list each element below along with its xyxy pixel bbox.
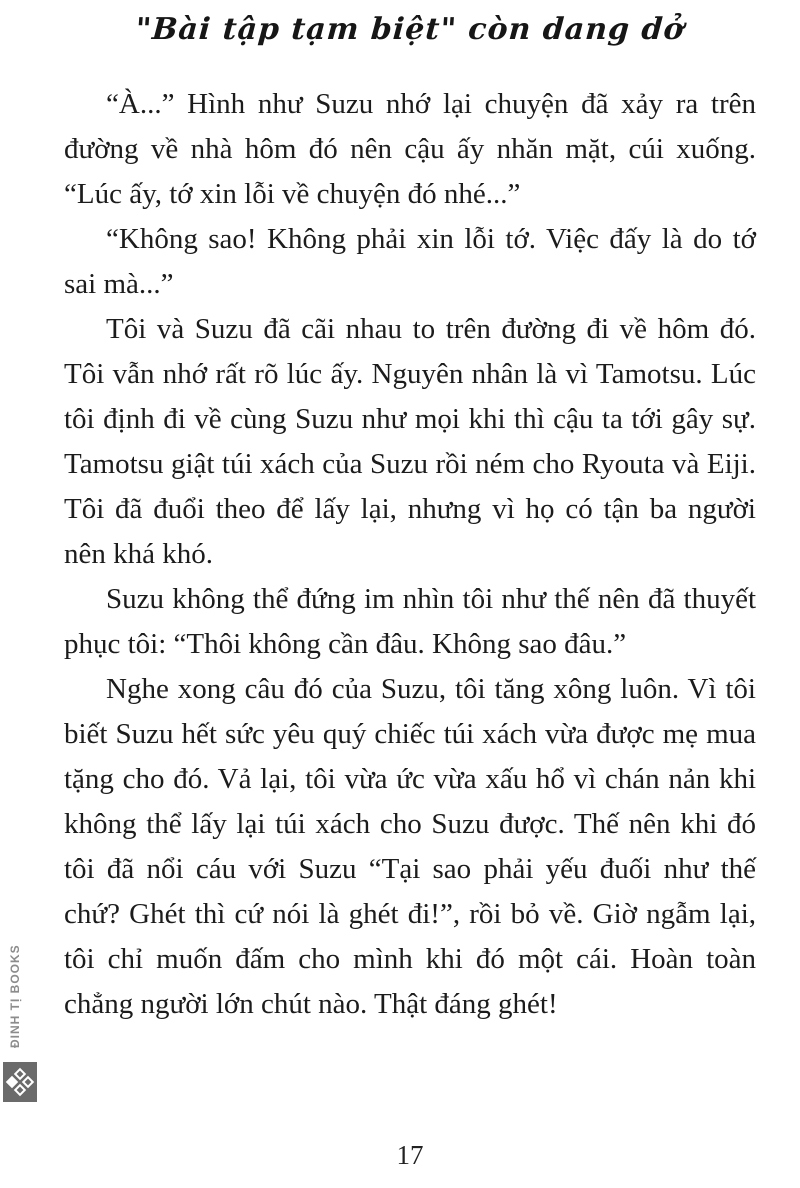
publisher-name: ĐINH TỊ BOOKS bbox=[8, 944, 22, 1048]
page-body bbox=[64, 82, 756, 1027]
paragraph: Suzu không thể đứng im nhìn tôi như thế nên đã thuyết phục tôi: “Thôi không cần đâu. Không sao đâu.” bbox=[64, 583, 756, 660]
dinh-ti-logo-icon bbox=[3, 1062, 37, 1102]
paragraph: Tôi và Suzu đã cãi nhau to trên đường đi về hôm đó. Tôi vẫn nhớ rất rõ lúc ấy. Nguyên nhân là vì Tamotsu. Lúc tôi định đi về cùng Suzu như mọi khi thì cậu ta tới gây sự. Tamotsu giật túi xách của Suzu rồi ném cho Ryouta và Eiji. Tôi đã đuổi theo để lấy lại, nhưng vì họ có tận ba người nên khá khó. bbox=[64, 313, 756, 570]
page-number: 17 bbox=[396, 1140, 424, 1170]
publisher-sidebar bbox=[0, 940, 44, 1110]
paragraph: Nghe xong câu đó của Suzu, tôi tăng xông luôn. Vì tôi biết Suzu hết sức yêu quý chiếc túi xách vừa được mẹ mua tặng cho đó. Vả lại, tôi vừa ức vừa xấu hổ vì chán nản khi không thể lấy lại túi xách cho Suzu được. Thế nên khi đó tôi đã nổi cáu với Suzu “Tại sao phải yếu đuối như thế chứ? Ghét thì cứ nói là ghét đi!”, rồi bỏ về. Giờ ngẫm lại, tôi chỉ muốn đấm cho mình khi đó một cái. Hoàn toàn chẳng người lớn chút nào. Thật đáng ghét! bbox=[64, 673, 756, 1020]
paragraph: “Không sao! Không phải xin lỗi tớ. Việc đấy là do tớ sai mà...” bbox=[64, 223, 756, 300]
chapter-title: "Bài tập tạm biệt" còn dang dở bbox=[134, 12, 686, 47]
paragraph: “À...” Hình như Suzu nhớ lại chuyện đã xảy ra trên đường về nhà hôm đó nên cậu ấy nhăn mặt, cúi xuống. “Lúc ấy, tớ xin lỗi về chuyện đó nhé...” bbox=[64, 88, 756, 210]
